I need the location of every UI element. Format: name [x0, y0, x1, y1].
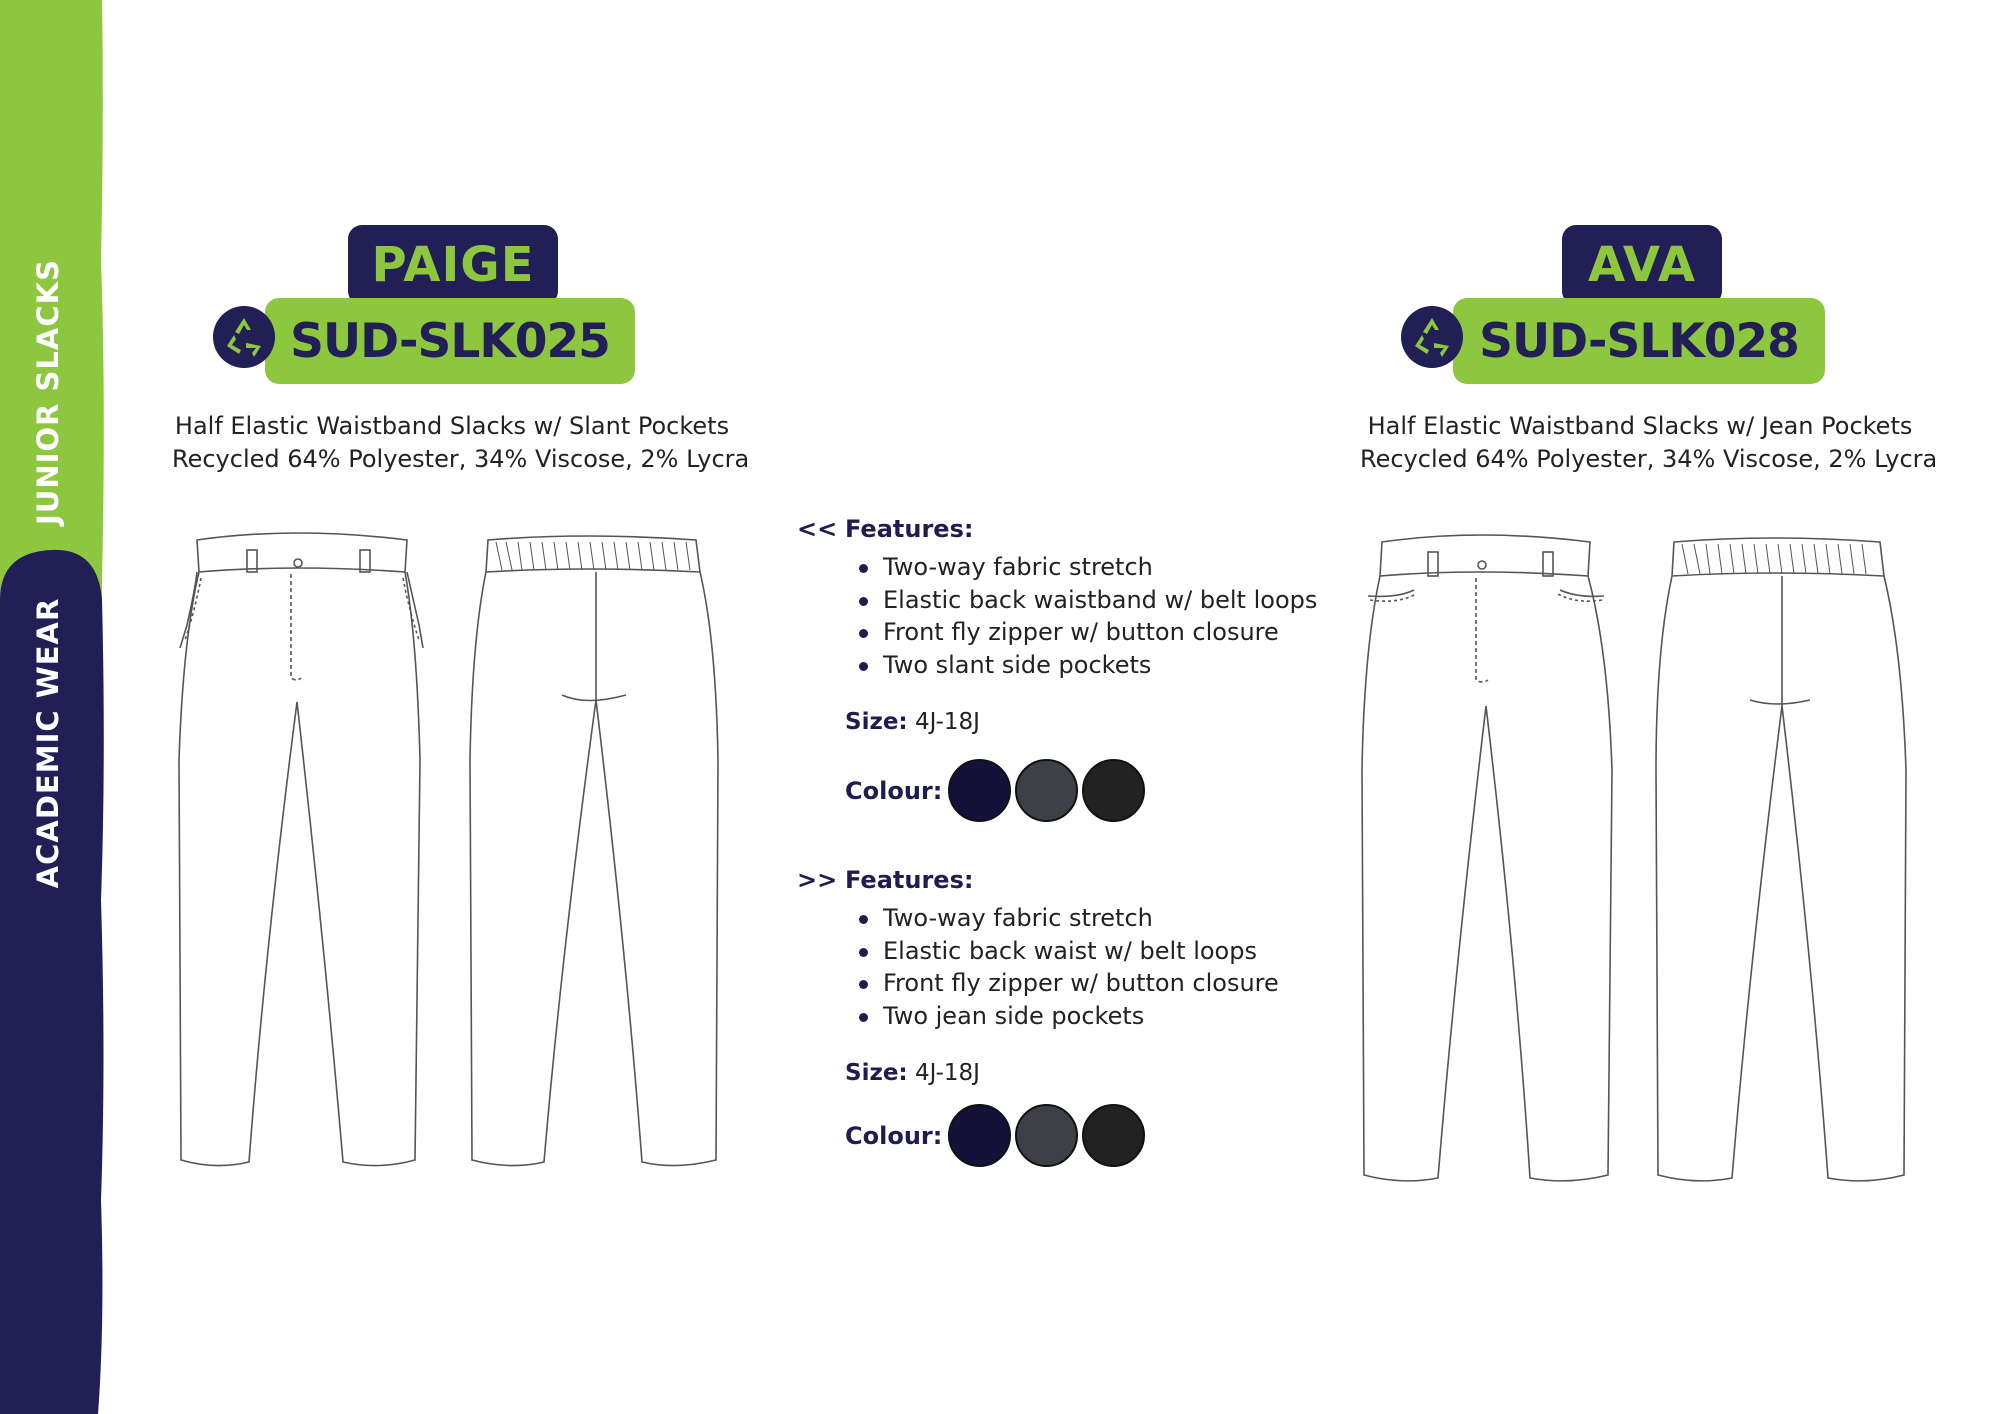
- size-row: [845, 1060, 980, 1086]
- paige-front-sketch: [175, 530, 440, 1170]
- size-value: 4J-18J: [914, 1060, 980, 1086]
- size-label: Size:: [845, 1060, 908, 1086]
- description-line: Half Elastic Waistband Slacks w/ Slant Pockets: [174, 412, 730, 440]
- colour-label: Colour:: [845, 776, 943, 805]
- list-item: Two jean side pockets: [857, 1000, 1279, 1033]
- fabric-line: Recycled 64% Polyester, 34% Viscose, 2% Lycra: [1360, 445, 1938, 473]
- colour-swatch-navy: [948, 759, 1011, 822]
- product-description: [1360, 410, 1938, 476]
- fabric-line: Recycled 64% Polyester, 34% Viscose, 2% Lycra: [172, 445, 750, 473]
- size-value: 4J-18J: [914, 709, 980, 735]
- list-item: Elastic back waist w/ belt loops: [857, 935, 1279, 968]
- features-heading: Features:: [845, 866, 974, 894]
- arrow-left-icon: <<: [797, 515, 838, 543]
- product-code: SUD-SLK028: [1453, 298, 1825, 384]
- paige-back-sketch: [466, 530, 731, 1170]
- size-label: Size:: [845, 709, 908, 735]
- product-name: PAIGE: [348, 225, 558, 305]
- list-item: Front fly zipper w/ button closure: [857, 616, 1317, 649]
- features-block-ava: [797, 866, 1279, 1032]
- arrow-right-icon: >>: [797, 866, 838, 894]
- colour-swatch-black: [1082, 1104, 1145, 1167]
- section-label-junior-slacks: JUNIOR SLACKS: [31, 259, 65, 525]
- ava-back-sketch: [1652, 530, 1917, 1185]
- sidebar: [0, 0, 120, 1414]
- list-item: Two slant side pockets: [857, 649, 1317, 682]
- list-item: Two-way fabric stretch: [857, 902, 1279, 935]
- ava-front-sketch: [1358, 530, 1623, 1185]
- product-name: AVA: [1562, 225, 1722, 305]
- features-list: [857, 551, 1317, 681]
- features-heading: Features:: [845, 515, 974, 543]
- list-item: Two-way fabric stretch: [857, 551, 1317, 584]
- colour-row: [845, 759, 1149, 822]
- colour-swatch-navy: [948, 1104, 1011, 1167]
- recycle-icon: [213, 306, 275, 368]
- list-item: Front fly zipper w/ button closure: [857, 967, 1279, 1000]
- size-row: [845, 709, 980, 735]
- colour-row: [845, 1104, 1149, 1167]
- colour-swatch-black: [1082, 759, 1145, 822]
- recycle-icon: [1401, 306, 1463, 368]
- features-block-paige: [797, 515, 1317, 681]
- features-list: [857, 902, 1279, 1032]
- colour-label: Colour:: [845, 1121, 943, 1150]
- product-code: SUD-SLK025: [265, 298, 635, 384]
- colour-swatch-grey: [1015, 1104, 1078, 1167]
- list-item: Elastic back waistband w/ belt loops: [857, 584, 1317, 617]
- section-label-academic-wear: ACADEMIC WEAR: [31, 597, 65, 889]
- description-line: Half Elastic Waistband Slacks w/ Jean Pockets: [1367, 412, 1913, 440]
- product-description: [172, 410, 750, 476]
- colour-swatch-grey: [1015, 759, 1078, 822]
